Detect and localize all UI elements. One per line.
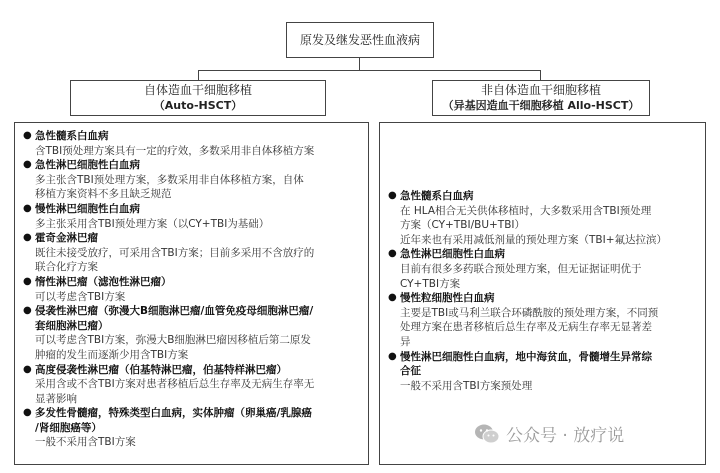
indication-item	[388, 247, 697, 291]
bullet-icon: ●	[23, 305, 32, 317]
indication-description: 处理方案在患者移植后总生存率及无病生存率无显著差	[400, 321, 652, 334]
connector-left-down	[198, 70, 199, 80]
indication-item	[23, 275, 360, 304]
indication-title: 霍奇金淋巴瘤	[35, 232, 98, 245]
indication-item	[23, 304, 360, 362]
indication-heading	[23, 158, 360, 173]
indication-description: 多主张采用含TBI预处理方案（以CY+TBI为基础）	[35, 217, 270, 230]
indication-description: 可以考虑含TBI方案，弥漫大B细胞淋巴瘤因移植后第二原发	[35, 334, 311, 347]
indication-title: 侵袭性淋巴瘤（弥漫大B细胞淋巴瘤/血管免疫母细胞淋巴瘤/	[35, 305, 314, 318]
indication-title: 多发性骨髓瘤，特殊类型白血病，实体肿瘤（卵巢癌/乳腺癌	[35, 407, 312, 420]
bullet-icon: ●	[23, 363, 32, 375]
watermark-text: 公众号 · 放疗说	[506, 426, 625, 446]
indication-description: 移植方案资料不多且缺乏规范	[35, 188, 172, 201]
indication-heading	[388, 247, 697, 262]
allo-hsct-list	[388, 189, 697, 393]
indication-heading	[388, 291, 697, 306]
indication-description: 含TBI预处理方案具有一定的疗效，多数采用非自体移植方案	[35, 144, 315, 157]
indication-title-continued: /肾细胞癌等）	[35, 421, 102, 434]
indication-description: 目前有很多多药联合预处理方案，但无证据证明优于	[400, 262, 642, 275]
indication-item	[388, 189, 697, 247]
bullet-icon: ●	[23, 202, 32, 214]
indication-description: 异	[400, 335, 411, 348]
bullet-icon: ●	[23, 159, 32, 171]
indication-heading	[23, 129, 360, 144]
indication-title: 惰性淋巴瘤（滤泡性淋巴瘤）	[35, 275, 172, 288]
indication-description: 既往未接受放疗，可采用含TBI方案；目前多采用不含放疗的	[35, 246, 315, 259]
bullet-icon: ●	[388, 292, 397, 304]
indication-title: 急性淋巴细胞性白血病	[400, 248, 505, 261]
indication-item	[388, 291, 697, 349]
indication-heading	[23, 363, 360, 378]
allo-hsct-subtitle: （异基因造血干细胞移植 Allo-HSCT）	[442, 99, 640, 112]
indication-title: 慢性粒细胞性白血病	[400, 292, 495, 305]
indication-description: 近年来也有采用减低剂量的预处理方案（TBI+氟达拉滨）	[400, 233, 668, 246]
indication-description: 采用含或不含TBI方案对患者移植后总生存率及无病生存率无	[35, 378, 315, 391]
auto-hsct-title: 自体造血干细胞移植	[143, 83, 252, 97]
indication-description: 一般不采用含TBI方案预处理	[400, 379, 533, 392]
indication-item	[23, 406, 360, 450]
indication-heading	[388, 189, 697, 204]
wechat-icon	[474, 423, 500, 445]
indication-description: 方案（CY+TBI/BU+TBI）	[400, 219, 526, 232]
bullet-icon: ●	[388, 190, 397, 201]
indication-title: 高度侵袭性淋巴瘤（伯基特淋巴瘤，伯基特样淋巴瘤）	[35, 363, 287, 376]
connector-horizontal	[198, 70, 541, 71]
indication-title-continued: 合征	[400, 365, 421, 378]
indication-heading	[23, 231, 360, 246]
bullet-icon: ●	[23, 130, 32, 141]
indication-description: CY+TBI方案	[400, 277, 461, 290]
auto-hsct-list	[23, 129, 360, 450]
watermark	[474, 421, 624, 446]
indication-description: 主要是TBI或马利兰联合环磷酰胺的预处理方案，不同预	[400, 306, 659, 319]
bullet-icon: ●	[23, 275, 32, 287]
connector-right-down	[540, 70, 541, 80]
indication-title-continued: 套细胞淋巴瘤）	[35, 319, 109, 332]
indication-description: 在 HLA相合无关供体移植时，大多数采用含TBI预处理	[400, 204, 652, 217]
indication-description: 肿瘤的发生而逐渐少用含TBI方案	[35, 348, 189, 361]
allo-hsct-indications-panel	[379, 122, 706, 465]
indication-item	[23, 363, 360, 407]
indication-title: 急性髓系白血病	[35, 130, 109, 142]
allo-hsct-title: 非自体造血干细胞移植	[480, 83, 601, 97]
indication-item	[23, 158, 360, 202]
indication-heading	[23, 275, 360, 290]
indication-heading	[23, 202, 360, 217]
indication-heading	[23, 304, 360, 319]
indication-item	[388, 350, 697, 394]
bullet-icon: ●	[388, 350, 397, 362]
bullet-icon: ●	[23, 407, 32, 419]
root-node	[286, 22, 434, 58]
indication-item	[23, 202, 360, 231]
indication-title: 急性淋巴细胞性白血病	[35, 159, 140, 172]
indication-description: 显著影响	[35, 392, 77, 405]
bullet-icon: ●	[23, 232, 32, 244]
connector-root-down	[359, 58, 360, 70]
indication-item	[23, 231, 360, 275]
allo-hsct-node	[432, 80, 650, 116]
indication-description: 联合化疗方案	[35, 261, 98, 274]
indication-description: 一般不采用含TBI方案	[35, 436, 136, 449]
auto-hsct-subtitle: （Auto-HSCT）	[153, 99, 243, 112]
indication-description: 多主张含TBI预处理方案，多数采用非自体移植方案，自体	[35, 173, 304, 186]
indication-title: 急性髓系白血病	[400, 190, 474, 202]
indication-item	[23, 129, 360, 158]
indication-heading	[23, 406, 360, 421]
auto-hsct-node	[70, 80, 326, 116]
indication-description: 可以考虑含TBI方案	[35, 290, 126, 303]
auto-hsct-indications-panel	[14, 122, 369, 465]
root-title: 原发及继发恶性血液病	[299, 33, 420, 47]
indication-heading	[388, 350, 697, 365]
indication-title: 慢性淋巴细胞性白血病，地中海贫血，骨髓增生异常综	[400, 350, 652, 363]
indication-title: 慢性淋巴细胞性白血病	[35, 202, 140, 215]
bullet-icon: ●	[388, 248, 397, 260]
